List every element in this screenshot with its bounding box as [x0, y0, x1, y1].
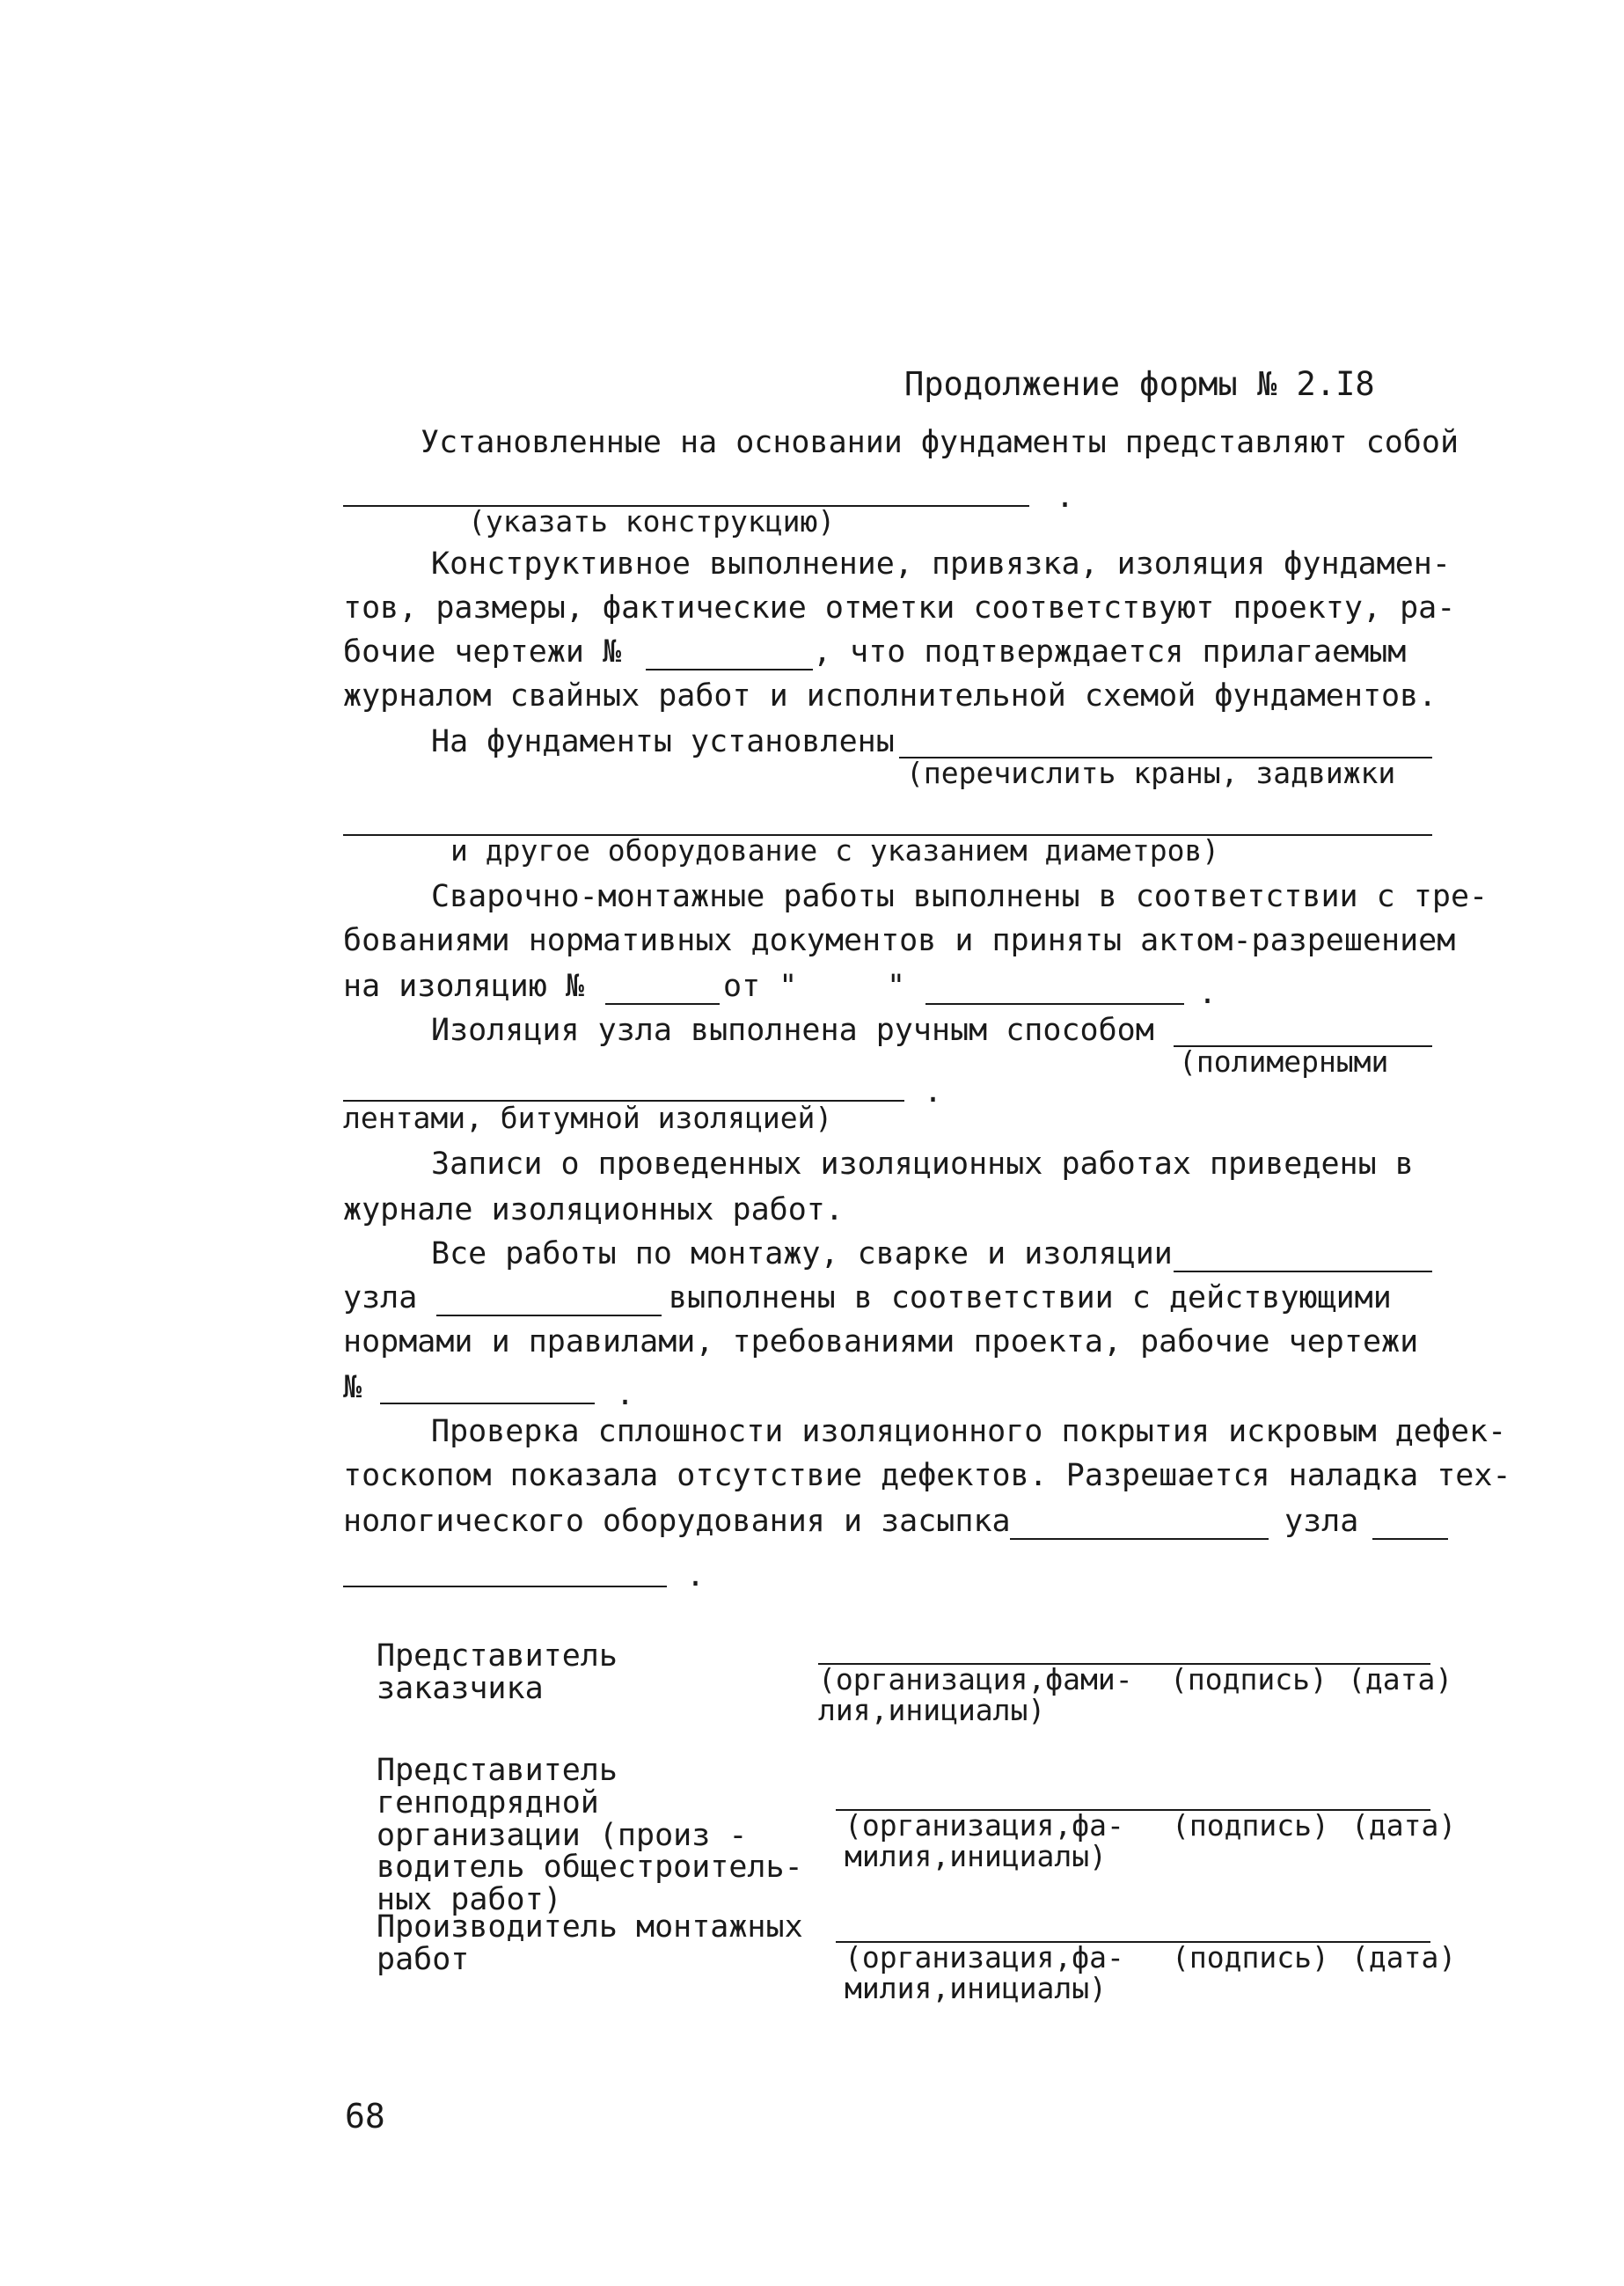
paragraph-7-line-1: Все работы по монтажу, сварке и изоляции — [431, 1236, 1173, 1271]
paragraph-2-line-3b: , что подтверждается прилагаемым — [813, 634, 1407, 670]
installation-manager-sign-caption: (подпись) — [1172, 1940, 1329, 1975]
general-contractor-org-caption: (организация,фа-милия,инициалы) — [845, 1808, 1124, 1873]
paragraph-4-line-3b: от " — [723, 969, 798, 1004]
dot: . — [686, 1558, 706, 1594]
paragraph-8-line-2: тоскопом показала отсутствие дефектов. Разрешается наладка тех- — [343, 1458, 1511, 1493]
customer-sign-caption: (подпись) — [1170, 1662, 1328, 1696]
node-blank — [436, 1315, 662, 1316]
paragraph-2-line-2: тов, размеры, фактические отметки соответствуют проекту, ра- — [343, 590, 1456, 626]
paragraph-2-line-4: журналом свайных работ и исполнительной схемой фундаментов. — [343, 678, 1437, 714]
paragraph-8-line-3b: узла — [1284, 1504, 1359, 1539]
installation-manager-date-caption: (дата) — [1351, 1940, 1457, 1975]
customer-org-caption: (организация,фами-лия,инициалы) — [818, 1662, 1133, 1727]
paragraph-8-line-3a: нологического оборудования и засыпка — [343, 1504, 1011, 1539]
customer-date-caption: (дата) — [1348, 1662, 1453, 1696]
paragraph-6-line-1: Записи о проведенных изоляционных работах приведены в — [431, 1147, 1414, 1182]
signature-role-installation-manager: Производитель монтажных работ — [377, 1909, 803, 1977]
paragraph-7-line-4: № — [343, 1370, 362, 1405]
paragraph-6-line-2: журнале изоляционных работ. — [343, 1192, 844, 1227]
foundations-line: Установленные на основании фундаменты представляют собой — [421, 425, 1459, 460]
form-continuation-header: Продолжение формы № 2.I8 — [904, 365, 1375, 403]
act-date-blank — [925, 1003, 1184, 1005]
insulation-caption-2: лентами, битумной изоляцией) — [343, 1101, 833, 1135]
paragraph-2-line-1: Конструктивное выполнение, привязка, изоляция фундамен- — [431, 546, 1451, 582]
signature-role-general-contractor: Представитель генподрядной организации (произ - водитель общестроитель-ных работ) — [377, 1753, 803, 1917]
insulation-caption-1: (полимерными — [1179, 1044, 1389, 1079]
act-number-blank — [605, 1003, 720, 1005]
dot: . — [616, 1377, 635, 1412]
construction-caption: (указать конструкцию) — [468, 504, 836, 539]
paragraph-2-line-3a: бочие чертежи № — [343, 634, 622, 670]
backfill-node-blank-2 — [343, 1586, 667, 1587]
paragraph-4-line-3c: " — [887, 969, 906, 1004]
general-contractor-date-caption: (дата) — [1351, 1808, 1457, 1843]
installation-manager-org-caption: (организация,фа-милия,инициалы) — [845, 1940, 1124, 2005]
backfill-blank — [1010, 1538, 1269, 1540]
dot: . — [1056, 480, 1075, 515]
paragraph-7-line-2a: узла — [343, 1280, 418, 1315]
backfill-node-blank — [1372, 1538, 1448, 1540]
works-blank — [1174, 1271, 1432, 1272]
signature-role-customer: Представитель заказчика — [377, 1638, 618, 1706]
paragraph-5-line-1: Изоляция узла выполнена ручным способом — [431, 1013, 1154, 1048]
paragraph-4-line-1: Сварочно-монтажные работы выполнены в соответствии с тре- — [431, 879, 1489, 914]
paragraph-4-line-3a: на изоляцию № — [343, 969, 584, 1004]
page-number: 68 — [345, 2097, 385, 2136]
drawings-number-blank — [646, 669, 813, 670]
working-drawings-blank — [380, 1403, 595, 1404]
paragraph-7-line-2b: выполнены в соответствии с действующими — [669, 1280, 1392, 1315]
paragraph-4-line-2: бованиями нормативных документов и приняты актом-разрешением — [343, 923, 1456, 958]
equipment-caption-2: и другое оборудование с указанием диаметров) — [450, 833, 1220, 868]
paragraph-3-line-1: На фундаменты установлены — [431, 724, 895, 759]
general-contractor-sign-caption: (подпись) — [1172, 1808, 1329, 1843]
dot: . — [1198, 976, 1218, 1011]
paragraph-7-line-3: нормами и правилами, требованиями проекта, рабочие чертежи — [343, 1324, 1419, 1359]
dot: . — [924, 1074, 943, 1110]
equipment-caption-1: (перечислить краны, задвижки — [906, 756, 1396, 790]
paragraph-8-line-1: Проверка сплошности изоляционного покрытия искровым дефек- — [431, 1414, 1507, 1449]
